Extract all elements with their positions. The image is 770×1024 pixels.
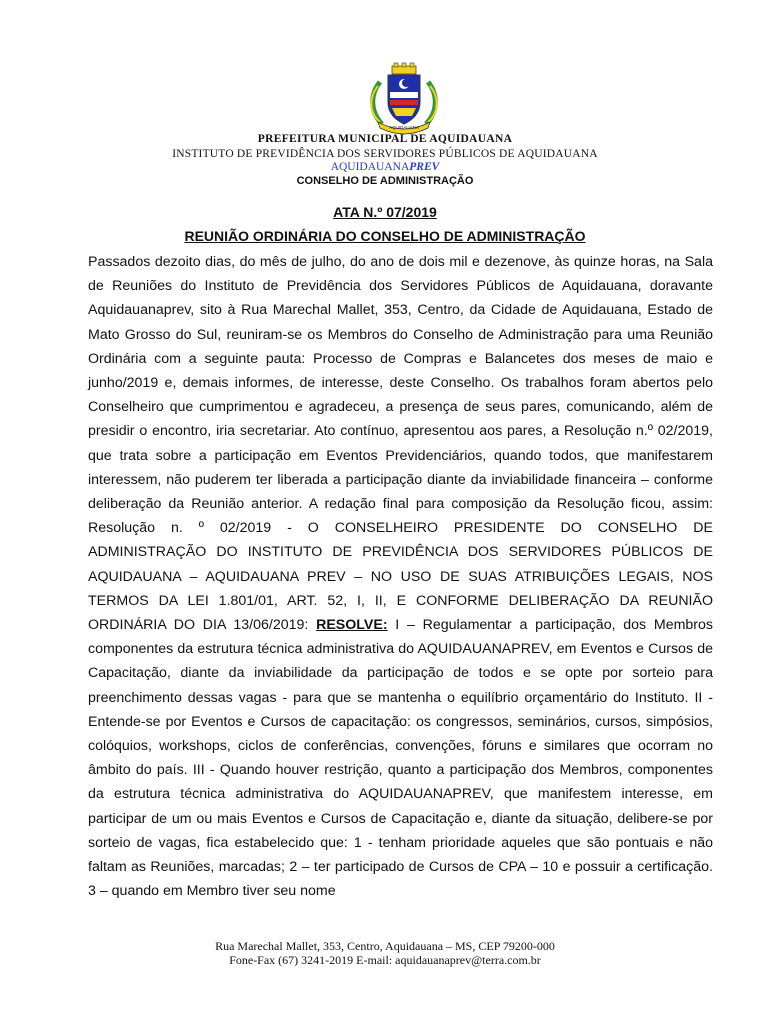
municipal-coat-of-arms-icon [366, 62, 442, 136]
header-aquidauana-text: AQUIDAUANA [330, 161, 410, 173]
footer-address: Rua Marechal Mallet, 353, Centro, Aquidauana – MS, CEP 79200-000 [215, 939, 555, 953]
header-prefeitura: PREFEITURA MUNICIPAL DE AQUIDAUANA [257, 133, 513, 145]
header-aquidauanaprev [0, 161, 770, 173]
resolve-keyword: RESOLVE: [316, 617, 388, 634]
header-conselho: CONSELHO DE ADMINISTRAÇÃO [296, 175, 474, 187]
body-part-1: Passados dezoito dias, do mês de julho, do ano de dois mil e dezenove, às quinze horas, na Sala de Reuniões do Instituto de Previdência dos Servidores Públicos de Aquidauana, doravante Aquidauanaprev, sito à Rua Marechal Mallet, 353, Centro, da Cidade de Aquidauana, Estado de Mato Grosso do Sul, reuniram-se os Membros do Conselho de Administração para uma Reunião Ordinária com a seguinte pauta: Processo de Compras e Balancetes dos meses de maio e junho/2019 e, demais informes, de interesse, deste Conselho. Os trabalhos foram abertos pelo Conselheiro que cumprimentou e agradeceu, a presença de seus pares, comunicando, além de presidir o encontro, iria secretariar. Ato contínuo, apresentou aos pares, a Resolução n.º 02/2019, que trata sobre a participação em Eventos Previdenciários, quando todos, que manifestarem interessem, não puderem ter liberada a participação diante da inviabilidade financeira – conforme deliberação da Reunião anterior. A redação final para composição da Resolução ficou, assim: Resolução n. º 02/2019 - O CONSELHEIRO PRESIDENTE DO CONSELHO DE ADMINISTRAÇÃO DO INSTITUTO DE PREVIDÊNCIA DOS SERVIDORES PÚBLICOS DE AQUIDAUANA – AQUIDAUANA PREV – NO USO DE SUAS ATRIBUIÇÕES LEGAIS, NOS TERMOS DA LEI 1.801/01, ART. 52, I, II, E CONFORME DELIBERAÇÃO DA REUNIÃO ORDINÁRIA DO DIA 13/06/2019: [88, 254, 713, 634]
meeting-title: REUNIÃO ORDINÁRIA DO CONSELHO DE ADMINISTRAÇÃO [184, 228, 586, 244]
header-prev-text: PREV [409, 161, 440, 173]
svg-text:AQUIDAUANA: AQUIDAUANA [389, 125, 419, 130]
ata-number-title: ATA N.º 07/2019 [333, 204, 437, 220]
header-instituto: INSTITUTO DE PREVIDÊNCIA DOS SERVIDORES PÚBLICOS DE AQUIDAUANA [172, 148, 598, 160]
minutes-body-paragraph [88, 250, 713, 903]
footer-contact: Fone-Fax (67) 3241-2019 E-mail: aquidauanaprev@terra.com.br [229, 953, 541, 967]
body-part-2: I – Regulamentar a participação, dos Membros componentes da estrutura técnica administrativa do AQUIDAUANAPREV, em Eventos e Cursos de Capacitação, diante da inviabilidade da participação de todos e se opte por sorteio para preenchimento dessas vagas - para que se mantenha o equilíbrio orçamentário do Instituto. II - Entende-se por Eventos e Cursos de capacitação: os congressos, seminários, cursos, simpósios, colóquios, workshops, ciclos de conferências, convenções, fóruns e similares que ocorram no âmbito do país. III - Quando houver restrição, quanto a participação dos Membros, componentes da estrutura técnica administrativa do AQUIDAUANAPREV, que manifestem interesse, em participar de um ou mais Eventos e Cursos de Capacitação e, diante da situação, delibere-se por sorteio de vagas, fica estabelecido que: 1 - tenham prioridade aqueles que são pontuais e não faltam as Reuniões, marcadas; 2 – ter participado de Cursos de CPA – 10 e possuir a certificação. 3 – quando em Membro tiver seu nome [88, 617, 713, 900]
